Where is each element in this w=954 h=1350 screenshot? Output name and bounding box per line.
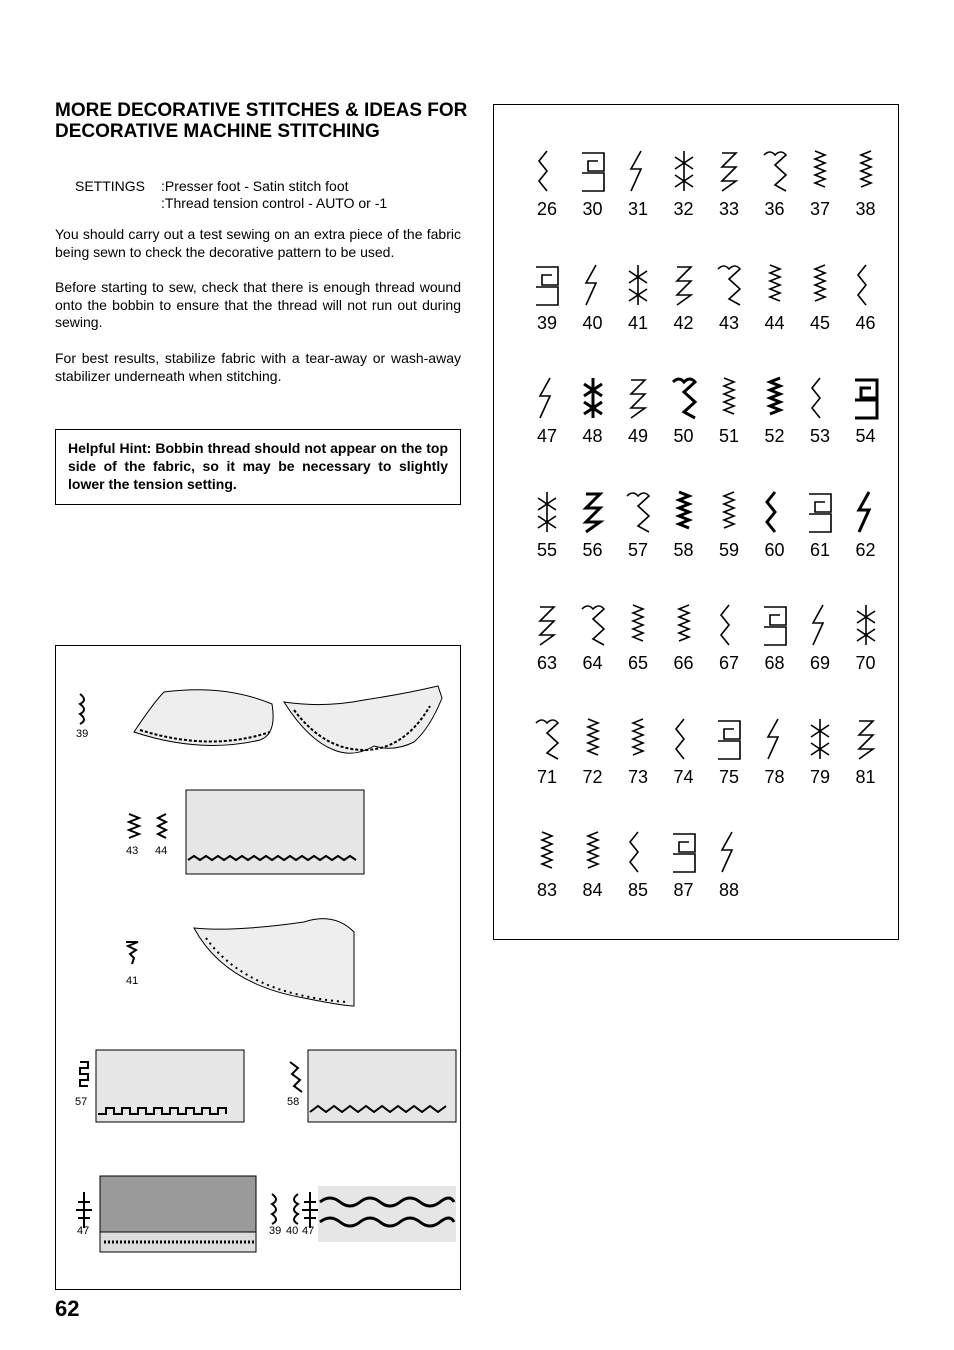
stitch-pattern-57 bbox=[615, 490, 661, 570]
stitch-number: 48 bbox=[582, 426, 603, 446]
stitch-73-icon bbox=[623, 717, 653, 763]
stitch-number: 46 bbox=[855, 312, 876, 333]
stitch-47-icon bbox=[76, 1192, 92, 1228]
stitch-pattern-61 bbox=[797, 490, 843, 570]
stitch-pattern-48 bbox=[570, 376, 616, 456]
stitch-number: 63 bbox=[536, 653, 558, 673]
stitch-pattern-46 bbox=[843, 263, 889, 343]
stitch-number: 70 bbox=[855, 653, 876, 673]
stitch-pattern-66 bbox=[661, 603, 707, 683]
stitch-number: 56 bbox=[582, 539, 603, 560]
paragraph-test-sewing: You should carry out a test sewing on an extra piece of the fabric being sewn to check the decorative pattern to be used. bbox=[55, 226, 461, 260]
stitch-49-icon bbox=[623, 376, 653, 422]
stitch-number: 41 bbox=[627, 312, 649, 333]
stitch-41-icon bbox=[126, 942, 138, 964]
stitch-number: 45 bbox=[809, 312, 831, 333]
stitch-pattern-56 bbox=[570, 490, 616, 570]
hem-panel-58 bbox=[308, 1050, 456, 1122]
stitch-pattern-72 bbox=[570, 717, 616, 797]
stitch-83-icon bbox=[532, 830, 562, 876]
stitch-84-icon bbox=[578, 830, 608, 876]
stitch-pattern-30 bbox=[570, 149, 616, 229]
stitch-number: 64 bbox=[582, 653, 603, 673]
stitch-75-icon bbox=[714, 717, 744, 763]
stitch-72-icon bbox=[578, 717, 608, 763]
stitch-pattern-85 bbox=[615, 830, 661, 910]
stitch-pattern-49 bbox=[615, 376, 661, 456]
stitch-number: 47 bbox=[536, 426, 558, 446]
stitch-33-icon bbox=[714, 149, 744, 195]
stitch-number: 49 bbox=[627, 426, 649, 446]
stitch-37-icon bbox=[805, 149, 835, 195]
stitch-pattern-81 bbox=[843, 717, 889, 797]
stitch-pattern-41 bbox=[615, 263, 661, 343]
stitch-50-icon bbox=[669, 376, 699, 422]
stitch-64-icon bbox=[578, 603, 608, 649]
stitch-number: 53 bbox=[809, 426, 831, 446]
stitch-number: 51 bbox=[718, 426, 740, 446]
stitch-pattern-71 bbox=[524, 717, 570, 797]
stitch-number: 74 bbox=[673, 766, 694, 787]
stitch-70-icon bbox=[851, 603, 881, 649]
stitch-32-icon bbox=[669, 149, 699, 195]
stitch-pattern-69 bbox=[797, 603, 843, 683]
stitch-pattern-84 bbox=[570, 830, 616, 910]
stitch-number: 65 bbox=[627, 653, 649, 673]
stitch-pattern-60 bbox=[752, 490, 798, 570]
sample-label-57: 57 bbox=[75, 1096, 88, 1108]
stitch-number: 67 bbox=[718, 653, 740, 673]
stitch-number: 87 bbox=[673, 880, 694, 900]
stitch-47-icon bbox=[532, 376, 562, 422]
stitch-45-icon bbox=[805, 263, 835, 309]
stitch-pattern-78 bbox=[752, 717, 798, 797]
stitch-43-44-icons bbox=[129, 814, 166, 838]
stitch-54-icon bbox=[851, 376, 881, 422]
stitch-number: 83 bbox=[536, 880, 558, 900]
stitch-pattern-67 bbox=[706, 603, 752, 683]
stitch-number: 69 bbox=[809, 653, 831, 673]
stitch-pattern-26 bbox=[524, 149, 570, 229]
stitch-number: 68 bbox=[764, 653, 785, 673]
sample-label-47: 47 bbox=[77, 1225, 90, 1237]
stitch-pattern-50 bbox=[661, 376, 707, 456]
stitch-number: 37 bbox=[809, 199, 831, 219]
stitch-48-icon bbox=[578, 376, 608, 422]
stitch-number: 61 bbox=[809, 539, 831, 560]
sample-label-44: 44 bbox=[155, 845, 168, 857]
stitch-pattern-73 bbox=[615, 717, 661, 797]
stitch-39-40-47-icons bbox=[272, 1192, 318, 1228]
stitch-pattern-68 bbox=[752, 603, 798, 683]
sample-label-41: 41 bbox=[126, 975, 139, 987]
stitch-59-icon bbox=[714, 490, 744, 536]
stitch-number: 60 bbox=[764, 539, 785, 560]
stitch-63-icon bbox=[532, 603, 562, 649]
stitch-number: 54 bbox=[855, 426, 876, 446]
collar-illustration-left bbox=[134, 690, 273, 746]
stitch-40-icon bbox=[578, 263, 608, 309]
stitch-number: 84 bbox=[582, 880, 603, 900]
stitch-pattern-64 bbox=[570, 603, 616, 683]
stitch-pattern-87 bbox=[661, 830, 707, 910]
stitch-46-icon bbox=[851, 263, 881, 309]
stitch-65-icon bbox=[623, 603, 653, 649]
stitch-number: 40 bbox=[582, 312, 603, 333]
stitch-56-icon bbox=[578, 490, 608, 536]
stitch-51-icon bbox=[714, 376, 744, 422]
stitch-number: 62 bbox=[855, 539, 876, 560]
stitch-36-icon bbox=[760, 149, 790, 195]
stitch-number: 31 bbox=[627, 199, 649, 219]
sample-illustrations bbox=[55, 645, 461, 1290]
stitch-pattern-79 bbox=[797, 717, 843, 797]
settings-presser-foot: :Presser foot - Satin stitch foot bbox=[161, 178, 349, 194]
stitch-71-icon bbox=[532, 717, 562, 763]
stitch-number: 55 bbox=[536, 539, 558, 560]
stitch-pattern-chart bbox=[493, 104, 899, 940]
settings-thread-tension: :Thread tension control - AUTO or -1 bbox=[161, 195, 388, 211]
collar-illustration-right bbox=[284, 686, 442, 753]
paragraph-bobbin-check: Before starting to sew, check that there is enough thread wound onto the bobbin to ensure that the thread will not run out during sewing. bbox=[55, 279, 461, 330]
stitch-pattern-54 bbox=[843, 376, 889, 456]
stitch-30-icon bbox=[578, 149, 608, 195]
stitch-88-icon bbox=[714, 830, 744, 876]
sample-label-39: 39 bbox=[76, 728, 89, 740]
stitch-pattern-70 bbox=[843, 603, 889, 683]
stitch-81-icon bbox=[851, 717, 881, 763]
stitch-number: 66 bbox=[673, 653, 694, 673]
stitch-41-icon bbox=[623, 263, 653, 309]
stitch-pattern-36 bbox=[752, 149, 798, 229]
scallop-stitch-icon bbox=[80, 694, 84, 724]
stitch-number: 30 bbox=[582, 199, 603, 219]
stitch-number: 58 bbox=[673, 539, 694, 560]
stitch-74-icon bbox=[669, 717, 699, 763]
stitch-26-icon bbox=[532, 149, 562, 195]
stitch-number: 88 bbox=[718, 880, 740, 900]
stitch-number: 75 bbox=[718, 766, 740, 787]
stitch-pattern-43 bbox=[706, 263, 752, 343]
stitch-pattern-32 bbox=[661, 149, 707, 229]
stitch-62-icon bbox=[851, 490, 881, 536]
stitch-number: 43 bbox=[718, 312, 740, 333]
stitch-number: 59 bbox=[718, 539, 740, 560]
stitch-number: 50 bbox=[673, 426, 694, 446]
stitch-number: 36 bbox=[764, 199, 785, 219]
stitch-44-icon bbox=[760, 263, 790, 309]
stitch-pattern-59 bbox=[706, 490, 752, 570]
stitch-67-icon bbox=[714, 603, 744, 649]
stitch-55-icon bbox=[532, 490, 562, 536]
stitch-pattern-42 bbox=[661, 263, 707, 343]
stitch-87-icon bbox=[669, 830, 699, 876]
stitch-number: 71 bbox=[536, 766, 558, 787]
curved-collar-illustration bbox=[194, 919, 354, 1006]
stitch-number: 38 bbox=[855, 199, 876, 219]
stitch-number: 78 bbox=[764, 766, 785, 787]
stitch-pattern-39 bbox=[524, 263, 570, 343]
stitch-number: 32 bbox=[673, 199, 694, 219]
stitch-pattern-55 bbox=[524, 490, 570, 570]
settings-label: SETTINGS bbox=[75, 178, 146, 194]
sample-label-40: 40 bbox=[286, 1225, 299, 1237]
stitch-number: 81 bbox=[855, 766, 876, 787]
stitch-pattern-74 bbox=[661, 717, 707, 797]
stitch-number: 85 bbox=[627, 880, 649, 900]
stitch-number: 73 bbox=[627, 766, 649, 787]
stitch-pattern-40 bbox=[570, 263, 616, 343]
stitch-number: 26 bbox=[536, 199, 558, 219]
stitch-69-icon bbox=[805, 603, 835, 649]
stitch-57-icon bbox=[623, 490, 653, 536]
stitch-pattern-47 bbox=[524, 376, 570, 456]
stitch-39-icon bbox=[532, 263, 562, 309]
stitch-number: 72 bbox=[582, 766, 603, 787]
stitch-79-icon bbox=[805, 717, 835, 763]
stitch-85-icon bbox=[623, 830, 653, 876]
stitch-68-icon bbox=[760, 603, 790, 649]
stitch-pattern-58 bbox=[661, 490, 707, 570]
stitch-53-icon bbox=[805, 376, 835, 422]
stitch-number: 44 bbox=[764, 312, 785, 333]
stitch-42-icon bbox=[669, 263, 699, 309]
stitch-number: 33 bbox=[718, 199, 740, 219]
page-title: MORE DECORATIVE STITCHES & IDEAS FOR DECORATIVE MACHINE STITCHING bbox=[55, 100, 468, 142]
stitch-78-icon bbox=[760, 717, 790, 763]
stitch-58-icon bbox=[669, 490, 699, 536]
stitch-pattern-33 bbox=[706, 149, 752, 229]
stitch-pattern-62 bbox=[843, 490, 889, 570]
stitch-pattern-31 bbox=[615, 149, 661, 229]
stitch-pattern-83 bbox=[524, 830, 570, 910]
combined-stitch-panel bbox=[318, 1186, 456, 1242]
stitch-60-icon bbox=[760, 490, 790, 536]
stitch-66-icon bbox=[669, 603, 699, 649]
stitch-pattern-44 bbox=[752, 263, 798, 343]
sample-label-58: 58 bbox=[287, 1096, 300, 1108]
stitch-61-icon bbox=[805, 490, 835, 536]
paragraph-stabilizer: For best results, stabilize fabric with a tear-away or wash-away stabilizer underneath when stitching. bbox=[55, 350, 461, 384]
stitch-38-icon bbox=[851, 149, 881, 195]
stitch-43-icon bbox=[714, 263, 744, 309]
page-number: 62 bbox=[55, 1296, 80, 1321]
stitch-pattern-45 bbox=[797, 263, 843, 343]
stitch-number: 52 bbox=[764, 426, 785, 446]
hem-panel-43-44 bbox=[186, 790, 364, 874]
stitch-pattern-37 bbox=[797, 149, 843, 229]
stitch-pattern-75 bbox=[706, 717, 752, 797]
sample-label-43: 43 bbox=[126, 845, 139, 857]
sample-label-39b: 39 bbox=[269, 1225, 282, 1237]
stitch-52-icon bbox=[760, 376, 790, 422]
stitch-31-icon bbox=[623, 149, 653, 195]
stitch-pattern-53 bbox=[797, 376, 843, 456]
stitch-pattern-63 bbox=[524, 603, 570, 683]
stitch-pattern-52 bbox=[752, 376, 798, 456]
helpful-hint-box: Helpful Hint: Bobbin thread should not appear on the top side of the fabric, so it may be necessary to slightly lower the tension setting. bbox=[55, 429, 461, 505]
stitch-number: 57 bbox=[627, 539, 649, 560]
sample-label-47b: 47 bbox=[302, 1225, 315, 1237]
sample-drawings bbox=[56, 646, 460, 1289]
stitch-number: 42 bbox=[673, 312, 694, 333]
stitch-pattern-65 bbox=[615, 603, 661, 683]
stitch-pattern-51 bbox=[706, 376, 752, 456]
stitch-number: 79 bbox=[809, 766, 831, 787]
stitch-pattern-38 bbox=[843, 149, 889, 229]
stitch-number: 39 bbox=[536, 312, 558, 333]
stitch-pattern-88 bbox=[706, 830, 752, 910]
